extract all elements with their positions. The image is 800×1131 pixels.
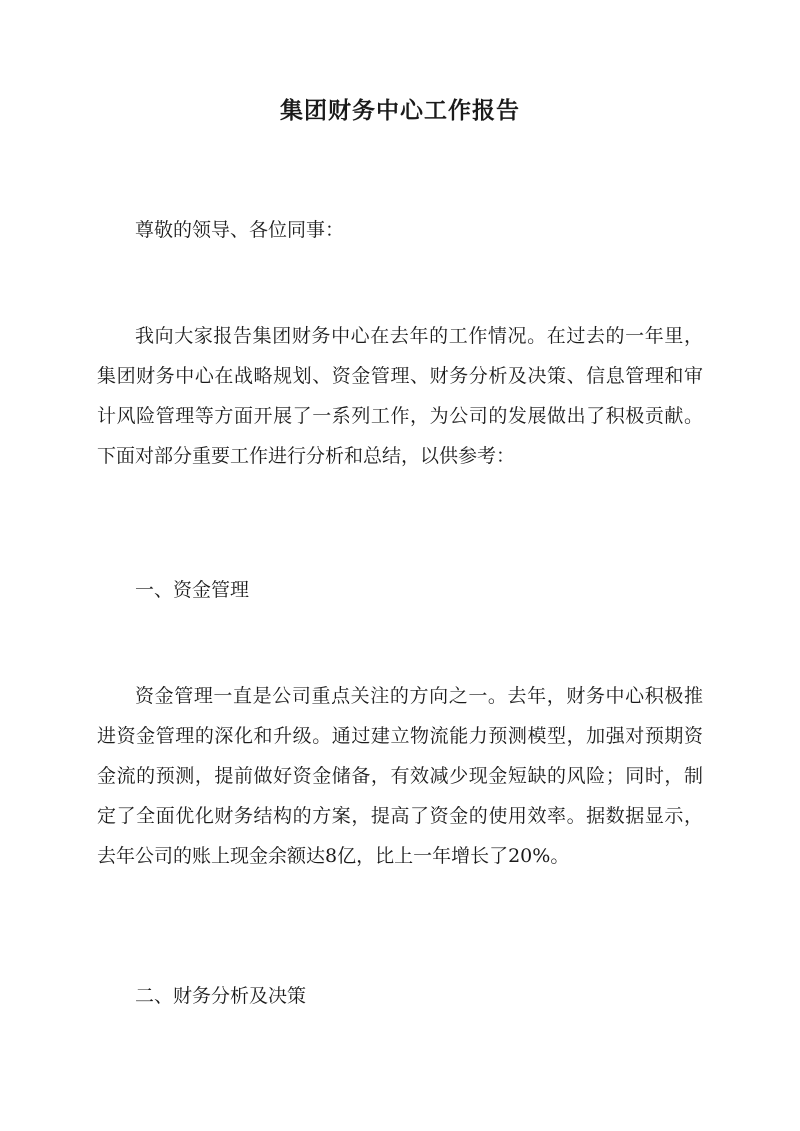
- document-title: 集团财务中心工作报告: [280, 97, 520, 124]
- intro-paragraph: 我向大家报告集团财务中心在去年的工作情况。在过去的一年里，集团财务中心在战略规划、资金管理、财务分析及决策、信息管理和审计风险管理等方面开展了一系列工作，为公司的发展做出了积极贡献。下面对部分重要工作进行分析和总结，以供参考：: [97, 325, 703, 467]
- fund-management-paragraph: 资金管理一直是公司重点关注的方向之一。去年，财务中心积极推进资金管理的深化和升级。通过建立物流能力预测模型，加强对预期资金流的预测，提前做好资金储备，有效减少现金短缺的风险；同时，制定了全面优化财务结构的方案，提高了资金的使用效率。据数据显示，去年公司的账上现金余额达8亿，比上一年增长了20%。: [97, 685, 703, 867]
- section-heading-financial-analysis: 二、财务分析及决策: [135, 985, 307, 1007]
- section-heading-fund-management: 一、资金管理: [135, 579, 250, 601]
- greeting: 尊敬的领导、各位同事：: [135, 219, 345, 241]
